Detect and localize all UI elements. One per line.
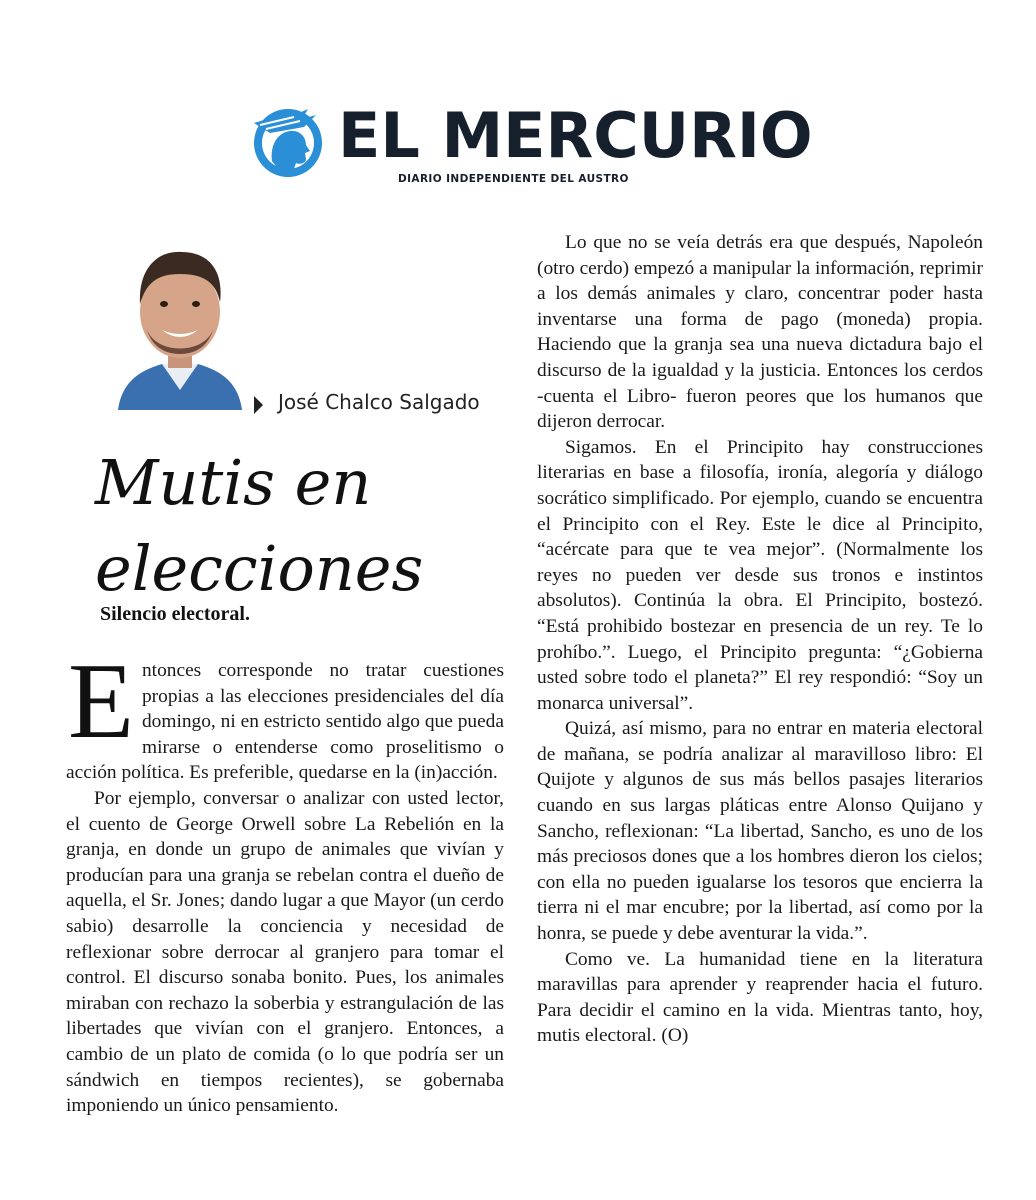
paragraph: Lo que no se veía detrás era que después, Napoleón (otro cerdo) empezó a manipular la información, reprimir a los demás animales y claro, concentrar poder hasta inventarse una forma de pago (moneda) propia. Haciendo que la granja sea una nueva dictadura bajo el discurso de la igualdad y la justicia. Entonces los cerdos -cuenta el Libro- fueron peores que los humanos que dijeron derrocar. <box>537 232 983 433</box>
author-name: José Chalco Salgado <box>278 390 480 414</box>
paragraph: Como ve. La humanidad tiene en la literatura maravillas para aprender y reaprender hacia el futuro. Para decidir el camino en la vida. Mientras tanto, hoy, mutis electoral. (O) <box>537 948 983 1047</box>
article-column-right <box>537 230 983 1049</box>
article-title-line-2: elecciones <box>95 532 424 605</box>
article-column-left <box>66 642 504 1119</box>
paragraph <box>66 642 504 786</box>
article-subtitle: Silencio electoral. <box>100 603 250 625</box>
drop-cap: E <box>68 642 134 761</box>
paragraph: Quizá, así mismo, para no entrar en materia electoral de mañana, se podría analizar al maravilloso libro: El Quijote y algunos de sus más bellos pasajes literarios cuando en sus largas pláticas entre Alonso Quijano y Sancho, reflexionan: “La libertad, Sancho, es uno de los más preciosos dones que a los hombres dieron los cielos; con ella no pueden igualarse los tesoros que encierra la tierra ni el mar encubre; por la libertad, así como por la honra, se puede y debe aventurar la vida.”. <box>537 718 983 945</box>
article-title <box>95 440 515 612</box>
mercury-winged-head-logo-icon <box>250 103 330 179</box>
paragraph: Sigamos. En el Principito hay construcciones literarias en base a filosofía, ironía, alegoría y diálogo socrático simplificado. Por ejemplo, cuando se encuentra el Principito con el Rey. Este le dice al Principito, “acércate para que te vea mejor”. (Normalmente los reyes no pueden ver desde sus tronos e instintos absolutos). Continúa la obra. El Principito, bostezó. “Está prohibido bostezar en presencia de un rey. Te lo prohíbo.”. Luego, el Principito pregunta: “¿Gobierna usted sobre todo el planeta?” El rey respondió: “Soy un monarca universal”. <box>537 436 983 714</box>
paragraph-text: ntonces corresponde no tratar cuestiones propias a las elecciones presidenciales del día domingo, ni en estricto sentido algo que pueda mirarse o entenderse como proselitismo o acción política. Es preferible, quedarse en la (in)acción. <box>66 660 504 784</box>
masthead <box>250 99 813 193</box>
author-portrait <box>118 240 242 410</box>
article-title-line-1: Mutis en <box>95 446 372 519</box>
author-marker-icon <box>254 396 263 414</box>
paragraph: Por ejemplo, conversar o analizar con usted lector, el cuento de George Orwell sobre La Rebelión en la granja, en donde un grupo de animales que vivían y producían para una granja se rebelan contra el dueño de aquella, el Sr. Jones; dando lugar a que Mayor (un cerdo sabio) desarrolle la conciencia y necesidad de reflexionar sobre derrocar al granjero para tomar el control. El discurso sonaba bonito. Pues, los animales miraban con rechazo la soberbia y estrangulación de las libertades que vivían con el granjero. Entonces, a cambio de un plato de comida (o lo que podría ser un sándwich en tiempos recientes), se gobernaba imponiendo un único pensamiento. <box>66 787 504 1117</box>
brand-tagline: DIARIO INDEPENDIENTE DEL AUSTRO <box>398 173 629 185</box>
brand-name: EL MERCURIO <box>338 99 813 172</box>
